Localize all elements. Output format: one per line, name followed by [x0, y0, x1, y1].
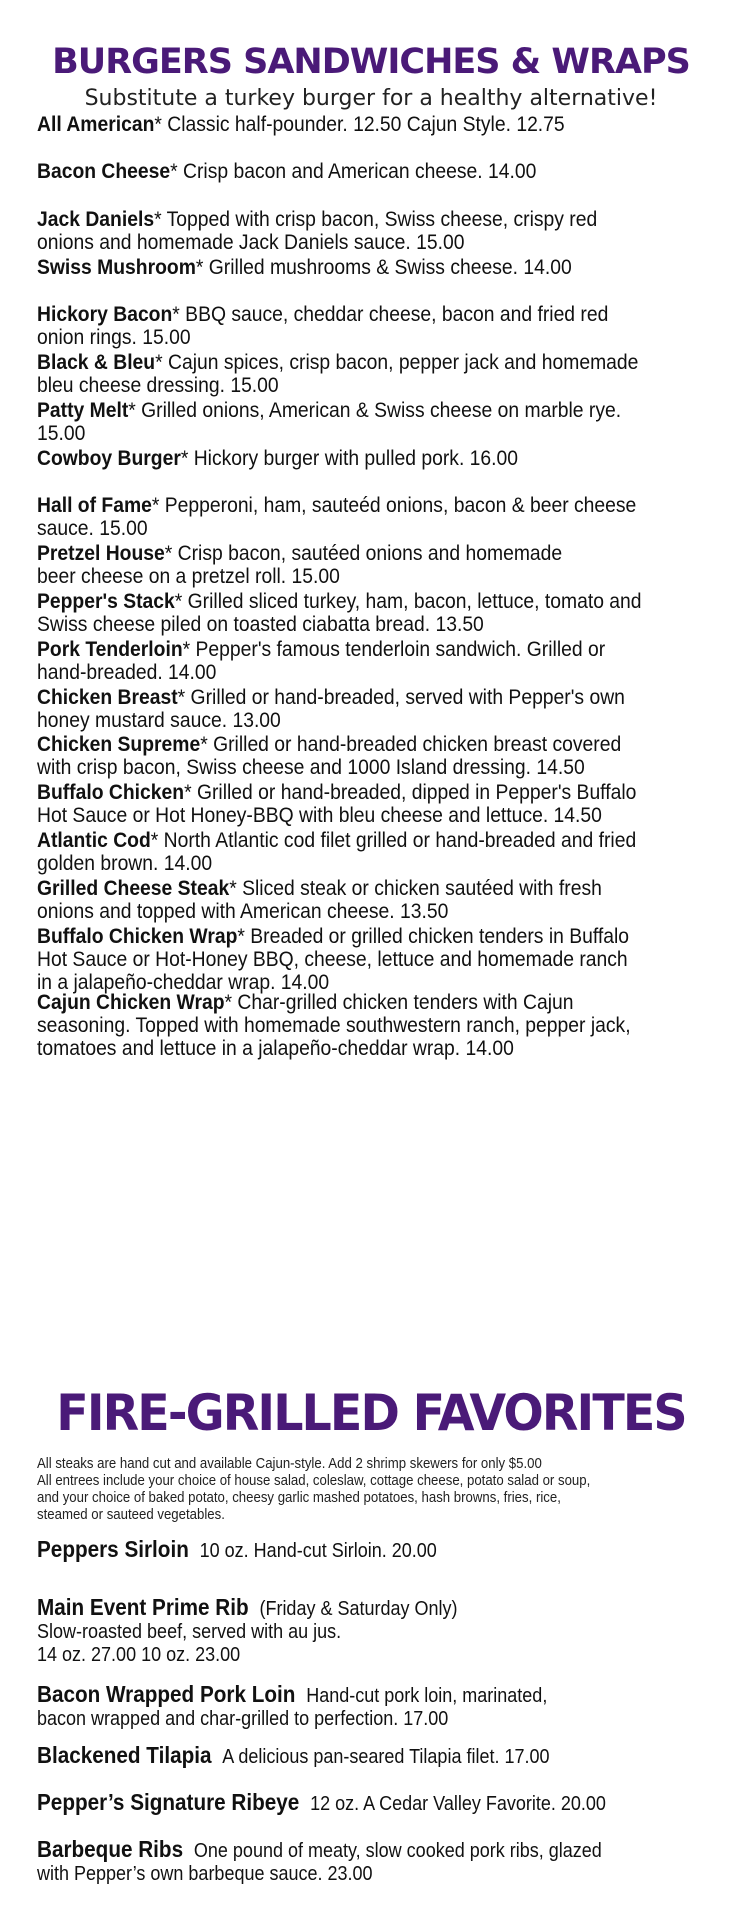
- menu-item-desc-line2: onion rings. 15.00: [37, 326, 191, 349]
- menu-item: [37, 160, 718, 183]
- menu-item-desc: * North Atlantic cod filet grilled or hand-breaded and fried: [150, 829, 637, 852]
- grill-item: [37, 1596, 721, 1667]
- grill-item-desc-line3: 14 oz. 27.00 10 oz. 23.00: [37, 1644, 241, 1666]
- menu-item: [37, 399, 718, 445]
- note-line: All entrees include your choice of house salad, coleslaw, cottage cheese, potato salad or soup,: [37, 1472, 591, 1489]
- menu-item-name: Hickory Bacon: [37, 303, 173, 326]
- menu-item-desc: * Grilled onions, American & Swiss cheese on marble rye.: [128, 399, 622, 422]
- menu-item-desc-line2: Hot Sauce or Hot-Honey BBQ, cheese, lettuce and homemade ranch: [37, 948, 628, 971]
- menu-item-desc: * Pepperoni, ham, sauteéd onions, bacon & beer cheese: [151, 494, 637, 517]
- grill-item-name: Pepper’s Signature Ribeye: [37, 1789, 300, 1815]
- grill-item: [37, 1791, 721, 1816]
- menu-item: [37, 877, 718, 923]
- menu-item: [37, 829, 718, 875]
- grill-item-name: Main Event Prime Rib: [37, 1594, 249, 1620]
- menu-item: [37, 303, 718, 349]
- menu-item: [37, 351, 718, 397]
- menu-item: [37, 991, 718, 1060]
- menu-item-desc-line2: 15.00: [37, 422, 86, 445]
- grill-item-desc: A delicious pan-seared Tilapia filet. 17.00: [222, 1746, 550, 1768]
- menu-item-desc: * Grilled sliced turkey, ham, bacon, lettuce, tomato and: [174, 590, 642, 613]
- menu-item-desc-line2: hand-breaded. 14.00: [37, 661, 217, 684]
- menu-item-desc: * Char-grilled chicken tenders with Cajun: [224, 991, 574, 1014]
- menu-item-desc-line2: with crisp bacon, Swiss cheese and 1000 Island dressing. 14.50: [37, 756, 585, 779]
- menu-item-name: Pork Tenderloin: [37, 638, 183, 661]
- menu-item-name: Patty Melt: [37, 399, 129, 422]
- grill-item: [37, 1744, 721, 1769]
- note-line: and your choice of baked potato, cheesy garlic mashed potatoes, hash browns, fries, rice,: [37, 1489, 561, 1506]
- menu-item: [37, 925, 718, 994]
- menu-item-name: Chicken Breast: [37, 686, 178, 709]
- menu-item-desc: * Grilled or hand-breaded, served with Pepper's own: [177, 686, 625, 709]
- menu-item: [37, 733, 718, 779]
- section-title-burgers: BURGERS SANDWICHES & WRAPS: [52, 42, 690, 82]
- grill-item-name: Peppers Sirloin: [37, 1536, 189, 1562]
- menu-item: [37, 494, 718, 540]
- grill-item-desc: 10 oz. Hand-cut Sirloin. 20.00: [199, 1540, 437, 1562]
- menu-item-name: Cajun Chicken Wrap: [37, 991, 225, 1014]
- fire-grilled-notes: [37, 1455, 671, 1523]
- menu-item-desc-line3: tomatoes and lettuce in a jalapeño-cheddar wrap. 14.00: [37, 1037, 514, 1060]
- menu-item: [37, 208, 718, 254]
- menu-item-name: Cowboy Burger: [37, 447, 181, 470]
- grill-item-name: Barbeque Ribs: [37, 1836, 184, 1862]
- menu-item-desc: * Hickory burger with pulled pork. 16.00: [180, 447, 519, 470]
- section-title-fire-grilled: FIRE-GRILLED FAVORITES: [56, 1384, 686, 1442]
- grill-item-desc-line2: bacon wrapped and char-grilled to perfection. 17.00: [37, 1708, 449, 1730]
- menu-item: [37, 590, 718, 636]
- menu-item-desc: * Cajun spices, crisp bacon, pepper jack and homemade: [155, 351, 639, 374]
- grill-item-desc: (Friday & Saturday Only): [259, 1598, 458, 1620]
- menu-item-desc-line2: beer cheese on a pretzel roll. 15.00: [37, 565, 340, 588]
- menu-item: [37, 638, 718, 684]
- grill-item-desc: One pound of meaty, slow cooked pork ribs, glazed: [193, 1840, 602, 1862]
- menu-item-desc: * Breaded or grilled chicken tenders in Buffalo: [237, 925, 630, 948]
- menu-item-desc: * Sliced steak or chicken sautéed with fresh: [229, 877, 602, 900]
- grill-item: [37, 1683, 721, 1731]
- grill-item: [37, 1538, 721, 1563]
- menu-item-desc: * Topped with crisp bacon, Swiss cheese, crispy red: [154, 208, 598, 231]
- menu-item-desc: * Crisp bacon and American cheese. 14.00: [170, 160, 537, 183]
- note-line: All steaks are hand cut and available Cajun-style. Add 2 shrimp skewers for only $5.00: [37, 1455, 542, 1472]
- menu-item-desc-line2: bleu cheese dressing. 15.00: [37, 374, 279, 397]
- menu-item-desc: * Grilled or hand-breaded chicken breast covered: [200, 733, 622, 756]
- grill-item-name: Blackened Tilapia: [37, 1742, 212, 1768]
- grill-item-desc-line2: Slow-roasted beef, served with au jus.: [37, 1621, 342, 1643]
- menu-item: [37, 113, 718, 136]
- menu-item-desc-line2: Swiss cheese piled on toasted ciabatta bread. 13.50: [37, 613, 484, 636]
- grill-item-desc: 12 oz. A Cedar Valley Favorite. 20.00: [310, 1793, 606, 1815]
- menu-item-desc: * Crisp bacon, sautéed onions and homemade: [164, 542, 563, 565]
- menu-item-desc-line2: onions and homemade Jack Daniels sauce. 15.00: [37, 231, 465, 254]
- menu-item-desc-line2: seasoning. Topped with homemade southwestern ranch, pepper jack,: [37, 1014, 631, 1037]
- menu-item-desc: * Classic half-pounder. 12.50 Cajun Style. 12.75: [154, 113, 565, 136]
- grill-item-desc-line2: with Pepper’s own barbeque sauce. 23.00: [37, 1863, 373, 1885]
- menu-item-desc-line2: onions and topped with American cheese. 13.50: [37, 900, 449, 923]
- grill-item: [37, 1838, 721, 1886]
- grill-item-name: Bacon Wrapped Pork Loin: [37, 1681, 296, 1707]
- menu-item: [37, 447, 718, 470]
- menu-item-name: Buffalo Chicken Wrap: [37, 925, 238, 948]
- menu-item-name: Swiss Mushroom: [37, 256, 196, 279]
- menu-item-name: Chicken Supreme: [37, 733, 201, 756]
- menu-item-name: Bacon Cheese: [37, 160, 171, 183]
- menu-item-desc-line3: in a jalapeño-cheddar wrap. 14.00: [37, 971, 330, 994]
- menu-item-desc: * BBQ sauce, cheddar cheese, bacon and fried red: [172, 303, 609, 326]
- menu-item: [37, 256, 718, 279]
- menu-item-desc: * Pepper's famous tenderloin sandwich. Grilled or: [182, 638, 606, 661]
- menu-item: [37, 542, 718, 588]
- menu-item: [37, 781, 718, 827]
- menu-item-name: Pepper's Stack: [37, 590, 175, 613]
- menu-item-name: Hall of Fame: [37, 494, 152, 517]
- menu-item-desc: * Grilled or hand-breaded, dipped in Pepper's Buffalo: [184, 781, 637, 804]
- menu-item-desc-line2: honey mustard sauce. 13.00: [37, 709, 281, 732]
- menu-item: [37, 686, 718, 732]
- section-subtitle: Substitute a turkey burger for a healthy alternative!: [84, 86, 658, 111]
- menu-item-name: Grilled Cheese Steak: [37, 877, 230, 900]
- menu-item-desc-line2: golden brown. 14.00: [37, 852, 213, 875]
- menu-item-name: Black & Bleu: [37, 351, 156, 374]
- menu-item-name: All American: [37, 113, 155, 136]
- menu-item-desc: * Grilled mushrooms & Swiss cheese. 14.00: [195, 256, 572, 279]
- grill-item-desc: Hand-cut pork loin, marinated,: [306, 1685, 548, 1707]
- menu-item-desc-line2: sauce. 15.00: [37, 517, 148, 540]
- note-line: steamed or sauteed vegetables.: [37, 1506, 225, 1523]
- menu-item-desc-line2: Hot Sauce or Hot Honey-BBQ with bleu cheese and lettuce. 14.50: [37, 804, 602, 827]
- menu-item-name: Atlantic Cod: [37, 829, 151, 852]
- menu-item-name: Jack Daniels: [37, 208, 155, 231]
- menu-item-name: Buffalo Chicken: [37, 781, 185, 804]
- menu-item-name: Pretzel House: [37, 542, 165, 565]
